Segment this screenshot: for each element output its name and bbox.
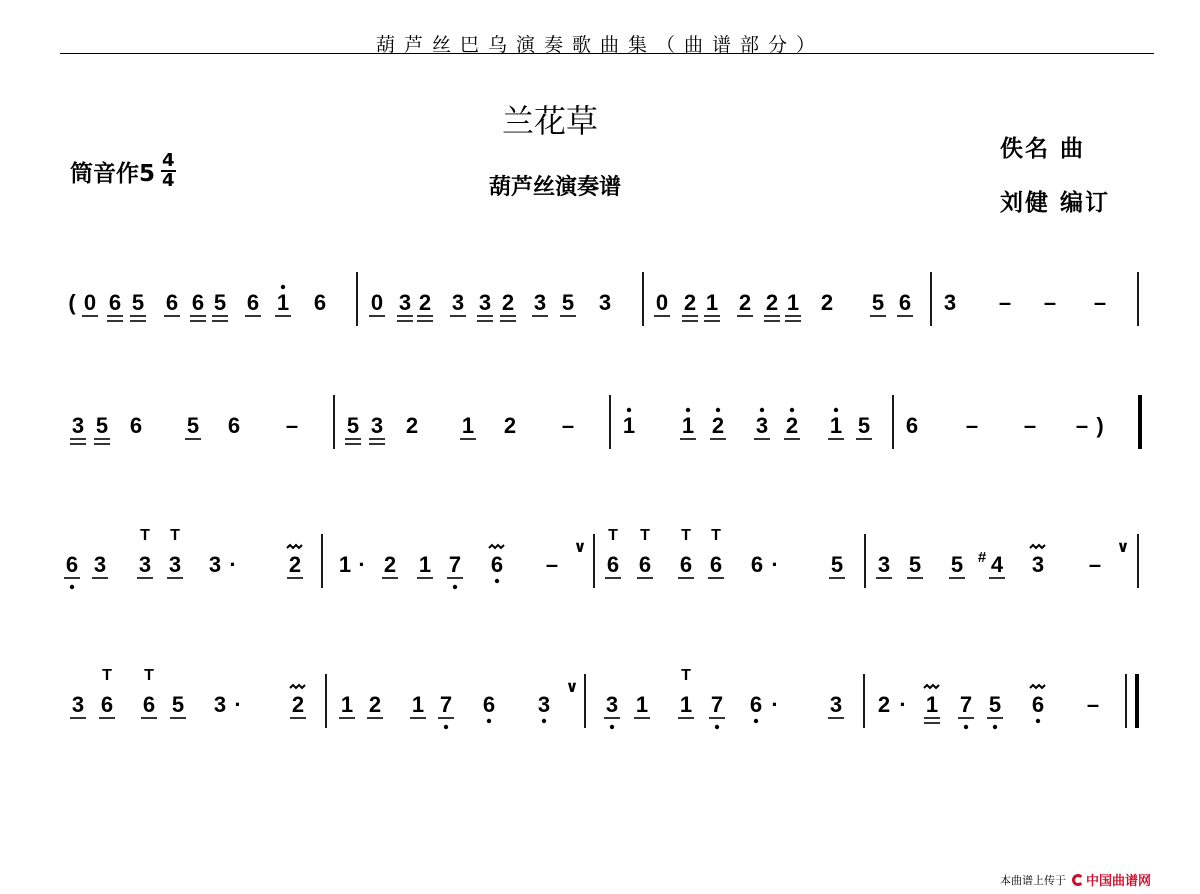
octave-dot-below xyxy=(453,585,457,589)
note: 5 xyxy=(95,413,109,438)
tongue-mark: T xyxy=(711,527,721,544)
note: 6 xyxy=(750,552,764,577)
note: 1 xyxy=(786,290,800,315)
score-symbol: · xyxy=(771,692,779,717)
tongue-mark: T xyxy=(640,527,650,544)
note: 3 xyxy=(1031,552,1045,577)
note: 6 xyxy=(679,552,693,577)
note: 2 xyxy=(288,552,302,577)
note: 6 xyxy=(227,413,241,438)
octave-dot-above xyxy=(834,408,838,412)
note: 5 xyxy=(950,552,964,577)
note: 5 xyxy=(213,290,227,315)
octave-dot-above xyxy=(686,408,690,412)
note: 3 xyxy=(213,692,227,717)
note: 2 xyxy=(368,692,382,717)
note: 2 xyxy=(503,413,517,438)
note: 3 xyxy=(533,290,547,315)
note: 3 xyxy=(451,290,465,315)
note: 2 xyxy=(418,290,432,315)
octave-dot-below xyxy=(754,719,758,723)
note: 1 xyxy=(461,413,475,438)
octave-dot-below xyxy=(715,725,719,729)
tongue-mark: T xyxy=(681,667,691,684)
octave-dot-below xyxy=(610,725,614,729)
note: 3 xyxy=(168,552,182,577)
tongue-mark: T xyxy=(102,667,112,684)
note: 3 xyxy=(208,552,222,577)
note: 5 xyxy=(857,413,871,438)
score-symbol: ∨ xyxy=(565,679,579,696)
logo-mark-icon xyxy=(1072,874,1084,886)
trill-mark xyxy=(924,685,939,688)
note: 6 xyxy=(638,552,652,577)
note: 0 xyxy=(370,290,384,315)
note: 6 xyxy=(165,290,179,315)
note: 3 xyxy=(478,290,492,315)
score-symbol: – xyxy=(965,413,979,438)
composer-credit: 佚名 曲 xyxy=(1000,136,1086,162)
octave-dot-above xyxy=(281,285,285,289)
note: 6 xyxy=(191,290,205,315)
tongue-mark: T xyxy=(608,527,618,544)
note: 1 xyxy=(679,692,693,717)
note: 2 xyxy=(683,290,697,315)
note: 5 xyxy=(871,290,885,315)
note: 6 xyxy=(129,413,143,438)
time-signature-top: 4 xyxy=(162,150,175,171)
score-symbol: · xyxy=(899,692,907,717)
octave-dot-below xyxy=(487,719,491,723)
note: 3 xyxy=(537,692,551,717)
song-subtitle: 葫芦丝演奏谱 xyxy=(488,175,621,200)
note: 2 xyxy=(711,413,725,438)
note: 6 xyxy=(482,692,496,717)
note: 6 xyxy=(749,692,763,717)
score-symbol: # xyxy=(977,549,987,566)
note: 5 xyxy=(908,552,922,577)
octave-dot-below xyxy=(70,585,74,589)
octave-dot-above xyxy=(716,408,720,412)
tongue-mark: T xyxy=(681,527,691,544)
tongue-mark: T xyxy=(140,527,150,544)
score-symbol: – xyxy=(1088,552,1102,577)
note: 4 xyxy=(990,552,1004,577)
note: 1 xyxy=(418,552,432,577)
trill-mark xyxy=(489,545,504,548)
note: 3 xyxy=(755,413,769,438)
octave-dot-below xyxy=(444,725,448,729)
note: 2 xyxy=(785,413,799,438)
score-symbol: – xyxy=(545,552,559,577)
score-symbol: – xyxy=(1093,290,1107,315)
note: 3 xyxy=(829,692,843,717)
footer-text: 本曲谱上传于 xyxy=(1000,873,1066,887)
note: 1 xyxy=(622,413,636,438)
score-symbol: · xyxy=(358,552,366,577)
note: 3 xyxy=(605,692,619,717)
note: 3 xyxy=(943,290,957,315)
octave-dot-below xyxy=(495,579,499,583)
note: 6 xyxy=(606,552,620,577)
note: 7 xyxy=(439,692,453,717)
octave-dot-above xyxy=(790,408,794,412)
note: 3 xyxy=(398,290,412,315)
note: 2 xyxy=(291,692,305,717)
note: 3 xyxy=(370,413,384,438)
note: 5 xyxy=(186,413,200,438)
note: 1 xyxy=(276,290,290,315)
note: 1 xyxy=(705,290,719,315)
note: 6 xyxy=(1031,692,1045,717)
note: 6 xyxy=(313,290,327,315)
note: 5 xyxy=(171,692,185,717)
note: 7 xyxy=(959,692,973,717)
score-symbol: – xyxy=(998,290,1012,315)
note: 3 xyxy=(71,692,85,717)
note: 3 xyxy=(598,290,612,315)
score-symbol: · xyxy=(229,552,237,577)
score-symbol: – xyxy=(1075,413,1089,438)
score-symbol: ∨ xyxy=(1116,539,1130,556)
note: 5 xyxy=(561,290,575,315)
note: 1 xyxy=(635,692,649,717)
score-symbol: ∨ xyxy=(573,539,587,556)
note: 6 xyxy=(490,552,504,577)
note: 6 xyxy=(100,692,114,717)
collection-header: 葫芦丝巴乌演奏歌曲集（曲谱部分） xyxy=(375,34,824,56)
trill-mark xyxy=(1030,685,1045,688)
note: 1 xyxy=(411,692,425,717)
note: 6 xyxy=(709,552,723,577)
note: 2 xyxy=(501,290,515,315)
note: 1 xyxy=(338,552,352,577)
octave-dot-above xyxy=(760,408,764,412)
octave-dot-above xyxy=(627,408,631,412)
tongue-mark: T xyxy=(144,667,154,684)
note: 1 xyxy=(829,413,843,438)
note: 5 xyxy=(346,413,360,438)
note: 6 xyxy=(108,290,122,315)
note: 2 xyxy=(877,692,891,717)
score-symbol: – xyxy=(1043,290,1057,315)
note: 5 xyxy=(131,290,145,315)
trill-mark xyxy=(287,545,302,548)
note: 6 xyxy=(65,552,79,577)
note: 2 xyxy=(820,290,834,315)
score-symbol: · xyxy=(771,552,779,577)
note: 2 xyxy=(383,552,397,577)
note: 0 xyxy=(83,290,97,315)
note: 2 xyxy=(765,290,779,315)
note: 6 xyxy=(142,692,156,717)
trill-mark xyxy=(290,685,305,688)
note: 5 xyxy=(988,692,1002,717)
note: 3 xyxy=(93,552,107,577)
note: 7 xyxy=(448,552,462,577)
note: 6 xyxy=(898,290,912,315)
score-symbol: · xyxy=(234,692,242,717)
note: 6 xyxy=(905,413,919,438)
score-symbol: ( xyxy=(68,290,76,315)
note: 1 xyxy=(340,692,354,717)
note: 5 xyxy=(830,552,844,577)
note: 3 xyxy=(877,552,891,577)
song-title: 兰花草 xyxy=(501,102,598,140)
note: 0 xyxy=(655,290,669,315)
site-logo-text: 中国曲谱网 xyxy=(1086,874,1152,889)
tongue-mark: T xyxy=(170,527,180,544)
note: 2 xyxy=(738,290,752,315)
footer xyxy=(1000,870,1151,889)
note: 2 xyxy=(405,413,419,438)
octave-dot-below xyxy=(993,725,997,729)
trill-mark xyxy=(1030,545,1045,548)
note: 3 xyxy=(138,552,152,577)
note: 6 xyxy=(246,290,260,315)
arranger-credit: 刘健 编订 xyxy=(1000,190,1111,216)
time-signature-bottom: 4 xyxy=(162,170,175,191)
octave-dot-below xyxy=(542,719,546,723)
octave-dot-below xyxy=(1036,719,1040,723)
note: 1 xyxy=(925,692,939,717)
note: 1 xyxy=(681,413,695,438)
score-symbol: ) xyxy=(1096,413,1104,438)
key-label: 筒音作5 xyxy=(70,160,156,187)
octave-dot-below xyxy=(964,725,968,729)
note: 3 xyxy=(71,413,85,438)
score-symbol: – xyxy=(1023,413,1037,438)
score-symbol: – xyxy=(285,413,299,438)
score-symbol: – xyxy=(561,413,575,438)
note: 7 xyxy=(710,692,724,717)
site-logo xyxy=(1072,870,1151,889)
score-symbol: – xyxy=(1086,692,1100,717)
